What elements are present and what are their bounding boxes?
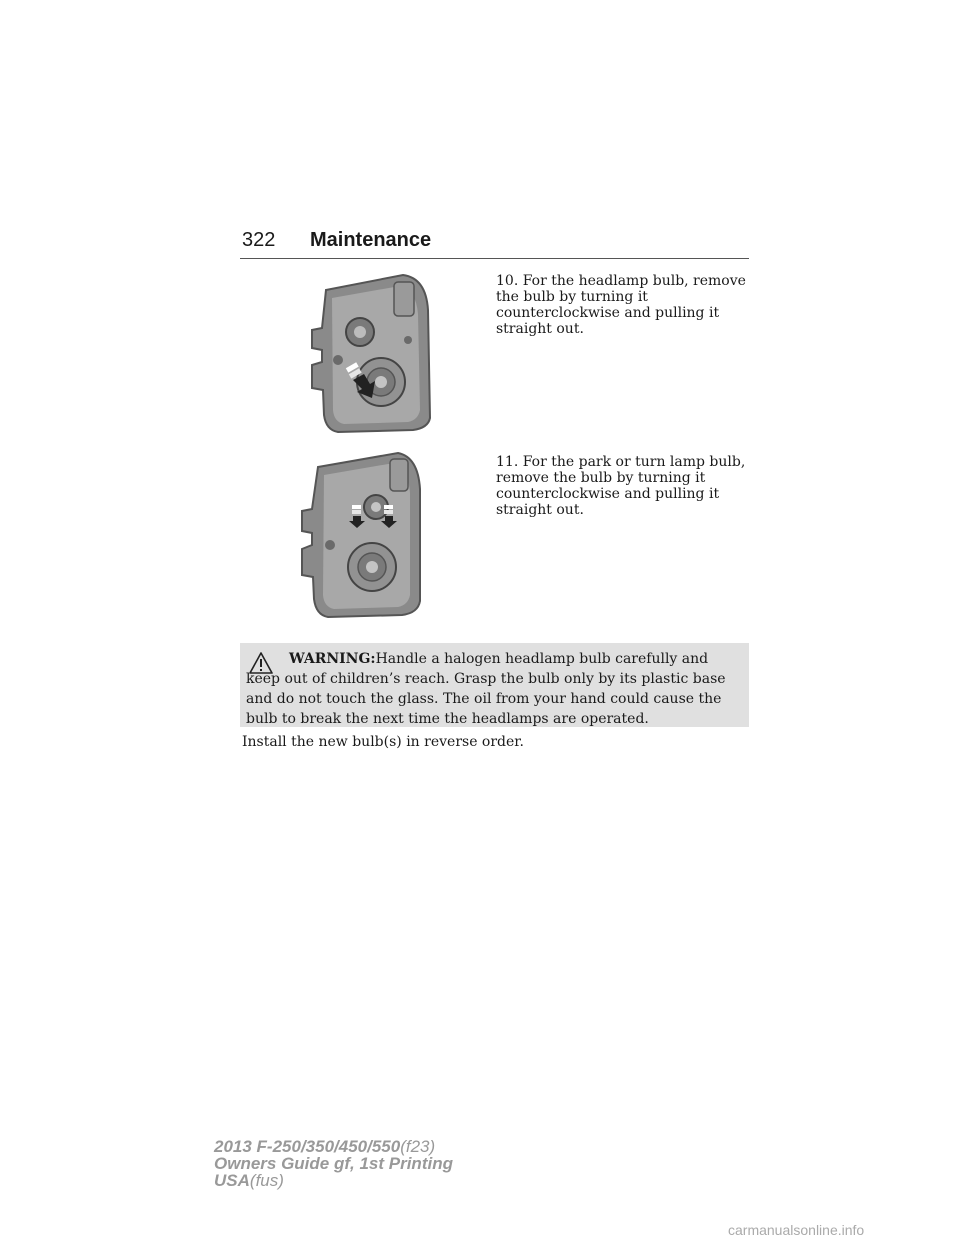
footer-model-code: (f23) [400,1137,436,1156]
headlamp-bulb-illustration [308,270,436,435]
step-10-text: 10. For the headlamp bulb, remove the bulb by turning it counterclockwise and pulling it straight out. [496,273,746,337]
warning-text [246,649,740,729]
warning-label: WARNING: [289,651,376,667]
footer-line-3 [214,1172,453,1189]
watermark: carmanualsonline.info [728,1222,865,1238]
footer-model: 2013 F-250/350/450/550 [214,1137,401,1156]
footer-line-2: Owners Guide gf, 1st Printing [214,1154,453,1173]
footer-market: USA [214,1171,250,1190]
warning-box [240,643,749,727]
footer-line-1 [214,1138,453,1155]
step-11-text: 11. For the park or turn lamp bulb, remove the bulb by turning it counterclockwise and pulling it straight out. [496,454,746,518]
footer-market-code: (fus) [249,1171,284,1190]
footer-publication-info [214,1138,453,1189]
park-turn-bulb-illustration [298,449,426,619]
install-instruction: Install the new bulb(s) in reverse order. [242,734,524,750]
section-title: Maintenance [310,229,432,251]
page-number: 322 [242,229,276,251]
header-divider [240,258,749,259]
warning-body: Handle a halogen headlamp bulb carefully and keep out of children’s reach. Grasp the bulb only by its plastic base and do not touch the glass. The oil from your hand could cause the bulb to break the next time the headlamps are operated. [246,651,726,727]
